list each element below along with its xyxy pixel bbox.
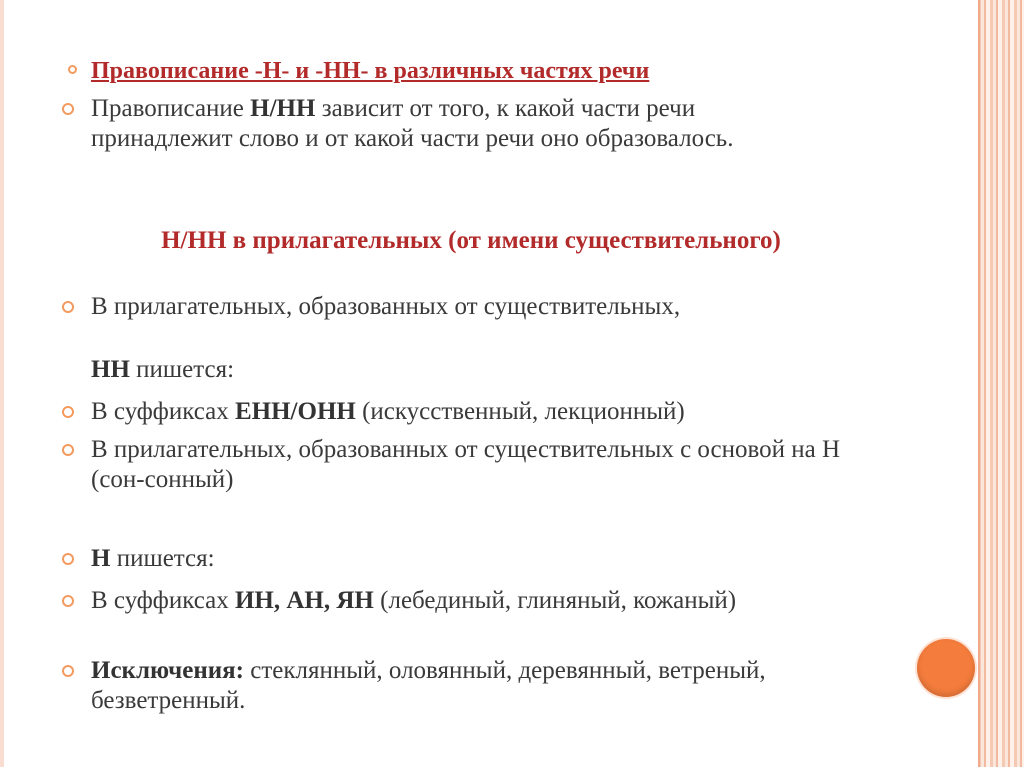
bullet-icon — [62, 301, 74, 313]
n-item-1-prefix: В суффиксах — [91, 587, 235, 614]
bullet-icon — [62, 406, 74, 418]
right-decorative-border — [978, 0, 1024, 767]
intro-rest: зависит от того, к какой части речи принадлежит слово и от какой части речи оно образовалось. — [91, 95, 734, 152]
n-item-1-text — [91, 586, 791, 616]
n-label-bold: Н — [91, 545, 111, 572]
intro-prefix: Правописание — [91, 95, 251, 122]
orange-circle-decoration — [917, 639, 975, 697]
bullet-icon — [62, 444, 74, 456]
bullet-icon — [62, 103, 74, 115]
intro-text — [91, 94, 751, 154]
nn-label-rest: пишется: — [129, 356, 235, 383]
adjectives-intro: В прилагательных, образованных от существительных, — [91, 293, 681, 320]
n-item-2-bold: Исключения: — [91, 657, 244, 684]
bullet-icon — [68, 65, 77, 74]
n-label-rest: пишется: — [110, 545, 215, 572]
n-item-1-bold: ИН, АН, ЯН — [234, 587, 374, 614]
nn-item-1-rest: (искусственный, лекционный) — [355, 398, 685, 425]
n-item-1-rest: (лебединый, глиняный, кожаный) — [373, 587, 737, 614]
nn-label — [91, 355, 891, 385]
n-item-2-rest: стеклянный, оловянный, деревянный, ветреный, безветренный. — [91, 657, 766, 714]
nn-item-1-text — [91, 397, 891, 427]
nn-item-1-bold: ЕНН/ОНН — [234, 398, 356, 425]
slide-title: Правописание -Н- и -НН- в различных частях речи — [91, 58, 650, 84]
bullet-icon — [62, 553, 74, 565]
intro-bold: Н/НН — [250, 95, 316, 122]
nn-label-bold: НН — [91, 356, 130, 383]
n-item-2-text — [91, 656, 851, 716]
n-label — [91, 544, 891, 574]
bullet-icon — [62, 665, 74, 677]
nn-item-1-prefix: В суффиксах — [91, 398, 235, 425]
bullet-icon — [62, 595, 74, 607]
nn-item-2-prefix: В прилагательных, образованных от существительных с основой на Н (сон-сонный) — [91, 436, 841, 493]
subheading: Н/НН в прилагательных (от имени существительного) — [161, 227, 781, 254]
left-border — [0, 0, 4, 767]
nn-item-2-text — [91, 435, 861, 495]
